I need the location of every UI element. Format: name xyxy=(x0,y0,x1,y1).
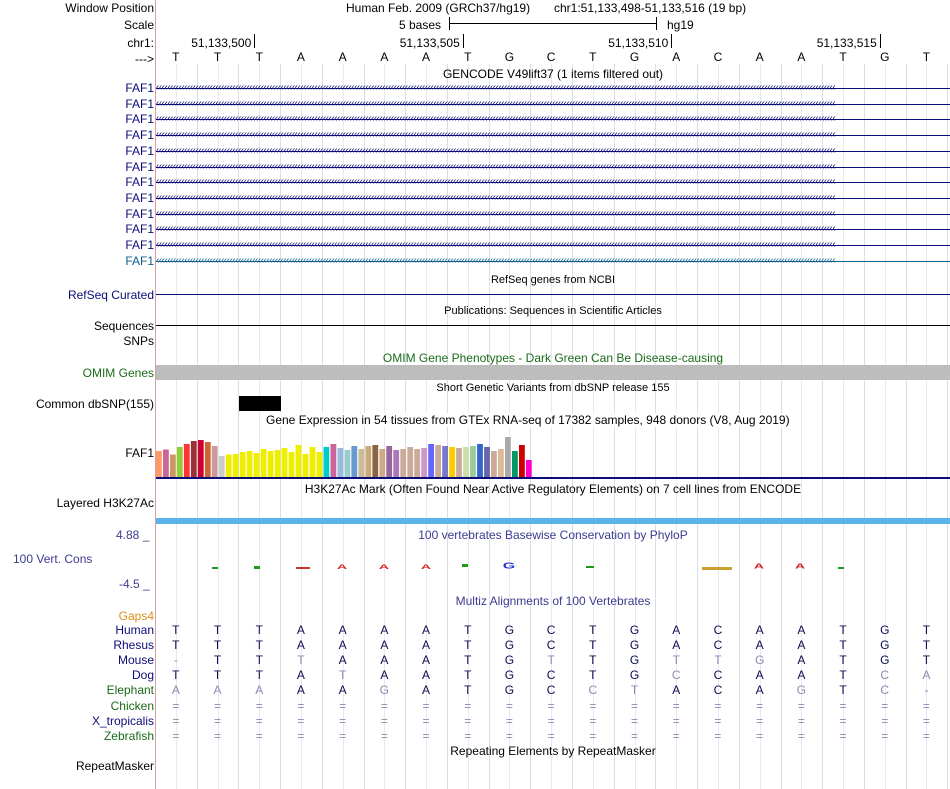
alignment-base: A xyxy=(296,668,305,683)
alignment-base: T xyxy=(172,623,180,637)
alignment-base: = xyxy=(631,728,639,743)
base-letter: G xyxy=(880,50,890,64)
alignment-base: A xyxy=(380,638,389,653)
base-letter: A xyxy=(338,50,347,64)
alignment-base: A xyxy=(422,638,431,653)
alignment-base: T xyxy=(464,668,472,683)
gencode-transcript-label[interactable]: FAF1 xyxy=(125,190,154,205)
alignment-base: = xyxy=(922,698,930,713)
gencode-transcript-label[interactable]: FAF1 xyxy=(125,222,154,237)
alignment-base: T xyxy=(839,623,847,637)
svg-text:A: A xyxy=(420,563,432,571)
gencode-transcript-label[interactable]: FAF1 xyxy=(125,112,154,127)
alignment-base: A xyxy=(380,668,389,683)
strand-arrows: ‹‹‹‹‹‹‹‹‹‹‹‹‹‹‹‹‹‹‹‹‹‹‹‹‹‹‹‹‹‹‹‹‹‹‹‹‹‹‹‹‹‹‹‹‹‹‹‹‹‹‹‹‹‹‹‹‹‹‹‹‹‹‹‹‹‹‹‹‹‹‹‹‹‹‹‹‹‹‹‹‹‹‹‹‹‹‹‹‹‹‹‹‹‹‹‹‹‹‹‹‹‹‹‹‹‹‹‹‹‹‹‹‹‹‹‹‹‹‹‹‹‹‹‹‹‹‹‹‹‹‹‹‹‹‹‹‹‹‹‹‹‹‹‹‹‹‹‹‹‹‹‹‹‹‹‹‹‹‹‹‹‹‹‹‹‹‹‹‹‹‹‹‹‹‹‹‹‹‹‹‹‹‹‹‹‹‹‹‹‹‹‹‹‹‹‹‹‹‹‹‹‹‹‹‹‹‹‹‹‹‹‹‹‹‹‹‹‹‹‹‹‹‹‹‹‹‹‹‹‹‹‹‹‹‹‹‹‹‹‹ xyxy=(156,113,836,125)
alignment-base: C xyxy=(546,668,556,683)
alignment-base: G xyxy=(880,638,890,653)
alignment-base: = xyxy=(339,713,347,728)
alignment-base: A xyxy=(296,638,305,653)
phylop-track-label[interactable]: 100 Vert. Cons xyxy=(13,552,93,566)
alignment-base: G xyxy=(796,683,807,698)
alignment-base: = xyxy=(881,713,889,728)
species-label[interactable]: Zebrafish xyxy=(103,728,154,743)
alignment-base: T xyxy=(547,653,555,668)
snps-label[interactable]: SNPs xyxy=(123,334,154,348)
species-label[interactable]: Elephant xyxy=(106,683,154,698)
alignment-base: = xyxy=(380,728,388,743)
alignment-base: C xyxy=(671,668,681,683)
species-label[interactable]: Chicken xyxy=(110,698,154,713)
alignment-base: = xyxy=(547,728,555,743)
base-letter: T xyxy=(172,50,180,64)
alignment-base: C xyxy=(546,623,556,637)
alignment-base: = xyxy=(214,728,222,743)
alignment-base: G xyxy=(754,653,765,668)
gencode-transcript-label[interactable]: FAF1 xyxy=(125,81,154,95)
alignment-base: A xyxy=(755,623,764,637)
alignment-base: A xyxy=(797,653,806,668)
gencode-transcript-label[interactable]: FAF1 xyxy=(125,175,154,190)
publications-track-label[interactable]: Sequences xyxy=(93,319,154,333)
coordinates-title: chr1:51,133,498-51,133,516 (19 bp) xyxy=(554,1,747,15)
alignment-base: = xyxy=(297,728,305,743)
alignment-base: C xyxy=(880,683,890,698)
alignment-base: = xyxy=(547,698,555,713)
base-letter: C xyxy=(713,50,723,64)
alignment-base: = xyxy=(797,728,805,743)
alignment-base: A xyxy=(797,623,806,637)
strand-arrows: ‹‹‹‹‹‹‹‹‹‹‹‹‹‹‹‹‹‹‹‹‹‹‹‹‹‹‹‹‹‹‹‹‹‹‹‹‹‹‹‹‹‹‹‹‹‹‹‹‹‹‹‹‹‹‹‹‹‹‹‹‹‹‹‹‹‹‹‹‹‹‹‹‹‹‹‹‹‹‹‹‹‹‹‹‹‹‹‹‹‹‹‹‹‹‹‹‹‹‹‹‹‹‹‹‹‹‹‹‹‹‹‹‹‹‹‹‹‹‹‹‹‹‹‹‹‹‹‹‹‹‹‹‹‹‹‹‹‹‹‹‹‹‹‹‹‹‹‹‹‹‹‹‹‹‹‹‹‹‹‹‹‹‹‹‹‹‹‹‹‹‹‹‹‹‹‹‹‹‹‹‹‹‹‹‹‹‹‹‹‹‹‹‹‹‹‹‹‹‹‹‹‹‹‹‹‹‹‹‹‹‹‹‹‹‹‹‹‹‹‹‹‹‹‹‹‹‹‹‹‹‹‹‹‹‹‹‹‹‹‹ xyxy=(156,160,836,172)
species-label[interactable]: Dog xyxy=(131,668,154,683)
alignment-base: = xyxy=(756,698,764,713)
base-letter: A xyxy=(296,50,305,64)
alignment-base: A xyxy=(255,683,264,698)
alignment-base: = xyxy=(422,728,430,743)
alignment-base: = xyxy=(714,728,722,743)
alignment-base: T xyxy=(714,653,722,668)
alignment-base: = xyxy=(881,698,889,713)
alignment-base: A xyxy=(797,668,806,683)
alignment-base: = xyxy=(714,698,722,713)
alignment-base: A xyxy=(672,638,681,653)
gtex-track-label[interactable]: FAF1 xyxy=(125,446,154,460)
alignment-base: T xyxy=(922,638,931,653)
alignment-base: T xyxy=(213,653,222,668)
gencode-transcript-label[interactable]: FAF1 xyxy=(125,128,154,143)
alignment-base: A xyxy=(672,683,681,698)
alignment-base: C xyxy=(546,638,556,653)
alignment-base: T xyxy=(464,683,472,698)
alignment-base: C xyxy=(546,683,556,698)
gencode-track-title: GENCODE V49lift37 (1 items filtered out) xyxy=(442,67,664,81)
scale-text: 5 bases xyxy=(399,18,442,32)
alignment-base: = xyxy=(714,713,722,728)
base-letter: A xyxy=(422,50,431,64)
phylop-max-label: 4.88 _ xyxy=(116,528,150,542)
multiz-track-title: Multiz Alignments of 100 Vertebrates xyxy=(455,594,651,608)
assembly-title: Human Feb. 2009 (GRCh37/hg19) xyxy=(346,1,531,15)
base-letter: G xyxy=(629,50,640,64)
h3k27ac-track-title: H3K27Ac Mark (Often Found Near Active Regulatory Elements) on 7 cell lines from ENCODE xyxy=(304,482,802,496)
alignment-base: T xyxy=(589,653,597,668)
svg-text:A: A xyxy=(753,562,765,571)
species-label[interactable]: Human xyxy=(115,623,154,637)
strand-arrows: ‹‹‹‹‹‹‹‹‹‹‹‹‹‹‹‹‹‹‹‹‹‹‹‹‹‹‹‹‹‹‹‹‹‹‹‹‹‹‹‹‹‹‹‹‹‹‹‹‹‹‹‹‹‹‹‹‹‹‹‹‹‹‹‹‹‹‹‹‹‹‹‹‹‹‹‹‹‹‹‹‹‹‹‹‹‹‹‹‹‹‹‹‹‹‹‹‹‹‹‹‹‹‹‹‹‹‹‹‹‹‹‹‹‹‹‹‹‹‹‹‹‹‹‹‹‹‹‹‹‹‹‹‹‹‹‹‹‹‹‹‹‹‹‹‹‹‹‹‹‹‹‹‹‹‹‹‹‹‹‹‹‹‹‹‹‹‹‹‹‹‹‹‹‹‹‹‹‹‹‹‹‹‹‹‹‹‹‹‹‹‹‹‹‹‹‹‹‹‹‹‹‹‹‹‹‹‹‹‹‹‹‹‹‹‹‹‹‹‹‹‹‹‹‹‹‹‹‹‹‹‹‹‹‹‹‹‹‹‹‹ xyxy=(156,191,836,203)
repeatmasker-track-label[interactable]: RepeatMasker xyxy=(75,759,154,773)
phylop-track-title: 100 vertebrates Basewise Conservation by PhyloP xyxy=(418,528,688,542)
alignment-base: T xyxy=(589,623,597,637)
alignment-base: T xyxy=(172,668,180,683)
window-position-label: Window Position xyxy=(65,1,154,15)
strand-arrows: ‹‹‹‹‹‹‹‹‹‹‹‹‹‹‹‹‹‹‹‹‹‹‹‹‹‹‹‹‹‹‹‹‹‹‹‹‹‹‹‹‹‹‹‹‹‹‹‹‹‹‹‹‹‹‹‹‹‹‹‹‹‹‹‹‹‹‹‹‹‹‹‹‹‹‹‹‹‹‹‹‹‹‹‹‹‹‹‹‹‹‹‹‹‹‹‹‹‹‹‹‹‹‹‹‹‹‹‹‹‹‹‹‹‹‹‹‹‹‹‹‹‹‹‹‹‹‹‹‹‹‹‹‹‹‹‹‹‹‹‹‹‹‹‹‹‹‹‹‹‹‹‹‹‹‹‹‹‹‹‹‹‹‹‹‹‹‹‹‹‹‹‹‹‹‹‹‹‹‹‹‹‹‹‹‹‹‹‹‹‹‹‹‹‹‹‹‹‹‹‹‹‹‹‹‹‹‹‹‹‹‹‹‹‹‹‹‹‹‹‹‹‹‹‹‹‹‹‹‹‹‹‹‹‹‹‹‹‹‹‹ xyxy=(156,176,836,188)
position-tick-label: 51,133,500 xyxy=(191,36,252,50)
alignment-base: = xyxy=(505,728,513,743)
gencode-transcript-label[interactable]: FAF1 xyxy=(125,159,154,174)
strand-arrows: ‹‹‹‹‹‹‹‹‹‹‹‹‹‹‹‹‹‹‹‹‹‹‹‹‹‹‹‹‹‹‹‹‹‹‹‹‹‹‹‹‹‹‹‹‹‹‹‹‹‹‹‹‹‹‹‹‹‹‹‹‹‹‹‹‹‹‹‹‹‹‹‹‹‹‹‹‹‹‹‹‹‹‹‹‹‹‹‹‹‹‹‹‹‹‹‹‹‹‹‹‹‹‹‹‹‹‹‹‹‹‹‹‹‹‹‹‹‹‹‹‹‹‹‹‹‹‹‹‹‹‹‹‹‹‹‹‹‹‹‹‹‹‹‹‹‹‹‹‹‹‹‹‹‹‹‹‹‹‹‹‹‹‹‹‹‹‹‹‹‹‹‹‹‹‹‹‹‹‹‹‹‹‹‹‹‹‹‹‹‹‹‹‹‹‹‹‹‹‹‹‹‹‹‹‹‹‹‹‹‹‹‹‹‹‹‹‹‹‹‹‹‹‹‹‹‹‹‹‹‹‹‹‹‹‹‹‹‹‹‹ xyxy=(156,254,836,266)
alignment-base: = xyxy=(631,698,639,713)
omim-track-label[interactable]: OMIM Genes xyxy=(82,366,154,380)
alignment-base: = xyxy=(797,713,805,728)
base-letter: T xyxy=(839,50,847,64)
h3k27ac-track-label[interactable]: Layered H3K27Ac xyxy=(56,496,154,510)
base-letter: T xyxy=(213,50,222,64)
alignment-base: = xyxy=(422,698,430,713)
alignment-base: = xyxy=(172,713,180,728)
alignment-base: T xyxy=(589,638,597,653)
alignment-base: T xyxy=(922,623,931,637)
alignment-base: A xyxy=(922,668,931,683)
alignment-base: C xyxy=(713,668,723,683)
alignment-base: A xyxy=(296,683,305,698)
alignment-base: = xyxy=(172,698,180,713)
alignment-base: = xyxy=(422,713,430,728)
alignment-base: A xyxy=(755,668,764,683)
alignment-base: T xyxy=(213,638,222,653)
alignment-base: T xyxy=(464,623,472,637)
alignment-base: T xyxy=(922,653,931,668)
alignment-base: G xyxy=(629,623,640,637)
alignment-base: = xyxy=(339,728,347,743)
alignment-base: A xyxy=(380,623,389,637)
alignment-base: A xyxy=(296,623,305,637)
alignment-base: = xyxy=(631,713,639,728)
strand-arrows: ‹‹‹‹‹‹‹‹‹‹‹‹‹‹‹‹‹‹‹‹‹‹‹‹‹‹‹‹‹‹‹‹‹‹‹‹‹‹‹‹‹‹‹‹‹‹‹‹‹‹‹‹‹‹‹‹‹‹‹‹‹‹‹‹‹‹‹‹‹‹‹‹‹‹‹‹‹‹‹‹‹‹‹‹‹‹‹‹‹‹‹‹‹‹‹‹‹‹‹‹‹‹‹‹‹‹‹‹‹‹‹‹‹‹‹‹‹‹‹‹‹‹‹‹‹‹‹‹‹‹‹‹‹‹‹‹‹‹‹‹‹‹‹‹‹‹‹‹‹‹‹‹‹‹‹‹‹‹‹‹‹‹‹‹‹‹‹‹‹‹‹‹‹‹‹‹‹‹‹‹‹‹‹‹‹‹‹‹‹‹‹‹‹‹‹‹‹‹‹‹‹‹‹‹‹‹‹‹‹‹‹‹‹‹‹‹‹‹‹‹‹‹‹‹‹‹‹‹‹‹‹‹‹‹‹‹‹‹‹‹ xyxy=(156,207,836,219)
alignment-base: T xyxy=(589,668,597,683)
alignment-base: A xyxy=(422,683,431,698)
position-tick-label: 51,133,515 xyxy=(816,36,877,50)
alignment-base: = xyxy=(255,728,263,743)
dbsnp-track-title: Short Genetic Variants from dbSNP release 155 xyxy=(436,382,670,394)
alignment-base: - xyxy=(173,653,178,668)
alignment-base: = xyxy=(547,713,555,728)
alignment-base: C xyxy=(880,668,890,683)
gaps-track-label[interactable]: Gaps4 xyxy=(118,609,154,623)
alignment-base: A xyxy=(338,623,347,637)
alignment-base: A xyxy=(171,683,180,698)
alignment-base: = xyxy=(756,713,764,728)
alignment-base: G xyxy=(504,638,515,653)
species-label[interactable]: Rhesus xyxy=(113,638,154,653)
alignment-base: = xyxy=(214,698,222,713)
alignment-base: T xyxy=(839,668,847,683)
alignment-base: A xyxy=(755,683,764,698)
alignment-base: A xyxy=(422,668,431,683)
strand-arrows: ‹‹‹‹‹‹‹‹‹‹‹‹‹‹‹‹‹‹‹‹‹‹‹‹‹‹‹‹‹‹‹‹‹‹‹‹‹‹‹‹‹‹‹‹‹‹‹‹‹‹‹‹‹‹‹‹‹‹‹‹‹‹‹‹‹‹‹‹‹‹‹‹‹‹‹‹‹‹‹‹‹‹‹‹‹‹‹‹‹‹‹‹‹‹‹‹‹‹‹‹‹‹‹‹‹‹‹‹‹‹‹‹‹‹‹‹‹‹‹‹‹‹‹‹‹‹‹‹‹‹‹‹‹‹‹‹‹‹‹‹‹‹‹‹‹‹‹‹‹‹‹‹‹‹‹‹‹‹‹‹‹‹‹‹‹‹‹‹‹‹‹‹‹‹‹‹‹‹‹‹‹‹‹‹‹‹‹‹‹‹‹‹‹‹‹‹‹‹‹‹‹‹‹‹‹‹‹‹‹‹‹‹‹‹‹‹‹‹‹‹‹‹‹‹‹‹‹‹‹‹‹‹‹‹‹‹‹‹‹‹ xyxy=(156,144,836,156)
alignment-base: = xyxy=(380,713,388,728)
alignment-base: = xyxy=(922,713,930,728)
refseq-track-title: RefSeq genes from NCBI xyxy=(490,274,616,286)
alignment-base: = xyxy=(839,728,847,743)
alignment-base: G xyxy=(629,638,640,653)
scale-db: hg19 xyxy=(667,18,694,32)
base-letter: A xyxy=(755,50,764,64)
alignment-base: T xyxy=(464,638,472,653)
alignment-base: = xyxy=(756,728,764,743)
svg-text:A: A xyxy=(794,562,806,571)
alignment-base: = xyxy=(172,728,180,743)
alignment-base: A xyxy=(672,623,681,637)
alignment-base: = xyxy=(297,713,305,728)
alignment-base: = xyxy=(589,698,597,713)
dbsnp-track-label[interactable]: Common dbSNP(155) xyxy=(35,397,154,411)
alignment-base: = xyxy=(255,698,263,713)
alignment-base: = xyxy=(672,713,680,728)
alignment-base: T xyxy=(839,653,847,668)
alignment-base: C xyxy=(713,623,723,637)
alignment-base: = xyxy=(464,713,472,728)
alignment-base: T xyxy=(255,653,263,668)
alignment-base: = xyxy=(255,713,263,728)
alignment-base: T xyxy=(839,683,847,698)
alignment-base: = xyxy=(672,698,680,713)
gtex-track-title: Gene Expression in 54 tissues from GTEx RNA-seq of 17382 samples, 948 donors (V8, Aug 2019) xyxy=(266,413,790,427)
alignment-base: = xyxy=(464,698,472,713)
omim-track-title: OMIM Gene Phenotypes - Dark Green Can Be Disease-causing xyxy=(382,351,724,365)
alignment-base: G xyxy=(880,623,890,637)
base-letter: T xyxy=(589,50,597,64)
base-letter: C xyxy=(546,50,556,64)
publications-track-title: Publications: Sequences in Scientific Articles xyxy=(444,305,662,317)
alignment-base: T xyxy=(213,623,222,637)
scale-label: Scale xyxy=(123,18,154,32)
alignment-base: = xyxy=(839,698,847,713)
gencode-transcript-label[interactable]: FAF1 xyxy=(125,96,154,111)
strand-arrows: ‹‹‹‹‹‹‹‹‹‹‹‹‹‹‹‹‹‹‹‹‹‹‹‹‹‹‹‹‹‹‹‹‹‹‹‹‹‹‹‹‹‹‹‹‹‹‹‹‹‹‹‹‹‹‹‹‹‹‹‹‹‹‹‹‹‹‹‹‹‹‹‹‹‹‹‹‹‹‹‹‹‹‹‹‹‹‹‹‹‹‹‹‹‹‹‹‹‹‹‹‹‹‹‹‹‹‹‹‹‹‹‹‹‹‹‹‹‹‹‹‹‹‹‹‹‹‹‹‹‹‹‹‹‹‹‹‹‹‹‹‹‹‹‹‹‹‹‹‹‹‹‹‹‹‹‹‹‹‹‹‹‹‹‹‹‹‹‹‹‹‹‹‹‹‹‹‹‹‹‹‹‹‹‹‹‹‹‹‹‹‹‹‹‹‹‹‹‹‹‹‹‹‹‹‹‹‹‹‹‹‹‹‹‹‹‹‹‹‹‹‹‹‹‹‹‹‹‹‹‹‹‹‹‹‹‹‹‹‹‹ xyxy=(156,82,836,93)
alignment-base: = xyxy=(881,728,889,743)
alignment-base: = xyxy=(339,698,347,713)
alignment-base: = xyxy=(922,728,930,743)
svg-text:G: G xyxy=(502,561,516,571)
alignment-base: T xyxy=(839,638,847,653)
alignment-base: C xyxy=(713,638,723,653)
base-letter: A xyxy=(797,50,806,64)
strand-arrows: ‹‹‹‹‹‹‹‹‹‹‹‹‹‹‹‹‹‹‹‹‹‹‹‹‹‹‹‹‹‹‹‹‹‹‹‹‹‹‹‹‹‹‹‹‹‹‹‹‹‹‹‹‹‹‹‹‹‹‹‹‹‹‹‹‹‹‹‹‹‹‹‹‹‹‹‹‹‹‹‹‹‹‹‹‹‹‹‹‹‹‹‹‹‹‹‹‹‹‹‹‹‹‹‹‹‹‹‹‹‹‹‹‹‹‹‹‹‹‹‹‹‹‹‹‹‹‹‹‹‹‹‹‹‹‹‹‹‹‹‹‹‹‹‹‹‹‹‹‹‹‹‹‹‹‹‹‹‹‹‹‹‹‹‹‹‹‹‹‹‹‹‹‹‹‹‹‹‹‹‹‹‹‹‹‹‹‹‹‹‹‹‹‹‹‹‹‹‹‹‹‹‹‹‹‹‹‹‹‹‹‹‹‹‹‹‹‹‹‹‹‹‹‹‹‹‹‹‹‹‹‹‹‹‹‹‹‹‹‹‹ xyxy=(156,223,836,235)
svg-text:A: A xyxy=(336,563,348,571)
alignment-base: C xyxy=(713,683,723,698)
base-letter: A xyxy=(672,50,681,64)
alignment-base: T xyxy=(672,653,680,668)
alignment-base: T xyxy=(338,668,347,683)
gencode-transcript-label[interactable]: FAF1 xyxy=(125,253,154,268)
alignment-base: = xyxy=(589,713,597,728)
alignment-base: T xyxy=(255,638,263,653)
svg-text:A: A xyxy=(378,563,390,571)
alignment-base: G xyxy=(880,653,890,668)
base-letter: T xyxy=(464,50,472,64)
alignment-base: A xyxy=(338,683,347,698)
gencode-transcript-label[interactable]: FAF1 xyxy=(125,143,154,158)
refseq-track-label[interactable]: RefSeq Curated xyxy=(67,288,154,302)
gencode-transcript-label[interactable]: FAF1 xyxy=(125,238,154,252)
alignment-base: G xyxy=(504,683,515,698)
alignment-base: A xyxy=(338,638,347,653)
alignment-base: G xyxy=(629,653,640,668)
phylop-min-label: -4.5 _ xyxy=(119,577,150,591)
position-tick-label: 51,133,505 xyxy=(399,36,460,50)
alignment-base: A xyxy=(422,623,431,637)
alignment-base: = xyxy=(380,698,388,713)
base-letter: T xyxy=(922,50,931,64)
alignment-base: T xyxy=(630,683,639,698)
alignment-base: A xyxy=(213,683,222,698)
alignment-base: = xyxy=(214,713,222,728)
alignment-base: A xyxy=(797,638,806,653)
alignment-base: G xyxy=(379,683,390,698)
base-letter: T xyxy=(255,50,263,64)
strand-arrows: ‹‹‹‹‹‹‹‹‹‹‹‹‹‹‹‹‹‹‹‹‹‹‹‹‹‹‹‹‹‹‹‹‹‹‹‹‹‹‹‹‹‹‹‹‹‹‹‹‹‹‹‹‹‹‹‹‹‹‹‹‹‹‹‹‹‹‹‹‹‹‹‹‹‹‹‹‹‹‹‹‹‹‹‹‹‹‹‹‹‹‹‹‹‹‹‹‹‹‹‹‹‹‹‹‹‹‹‹‹‹‹‹‹‹‹‹‹‹‹‹‹‹‹‹‹‹‹‹‹‹‹‹‹‹‹‹‹‹‹‹‹‹‹‹‹‹‹‹‹‹‹‹‹‹‹‹‹‹‹‹‹‹‹‹‹‹‹‹‹‹‹‹‹‹‹‹‹‹‹‹‹‹‹‹‹‹‹‹‹‹‹‹‹‹‹‹‹‹‹‹‹‹‹‹‹‹‹‹‹‹‹‹‹‹‹‹‹‹‹‹‹‹‹‹‹‹‹‹‹‹‹‹‹‹‹‹‹‹‹‹ xyxy=(156,239,836,250)
alignment-base: = xyxy=(589,728,597,743)
alignment-base: = xyxy=(797,698,805,713)
alignment-base: = xyxy=(297,698,305,713)
alignment-base: A xyxy=(338,653,347,668)
strand-label: ---> xyxy=(135,52,154,66)
alignment-base: T xyxy=(255,623,263,637)
alignment-base: A xyxy=(422,653,431,668)
species-label[interactable]: X_tropicalis xyxy=(91,713,154,728)
gencode-transcript-label[interactable]: FAF1 xyxy=(125,206,154,221)
alignment-base: = xyxy=(839,713,847,728)
alignment-base: A xyxy=(380,653,389,668)
species-label[interactable]: Mouse xyxy=(117,653,154,668)
alignment-base: T xyxy=(213,668,222,683)
alignment-base: = xyxy=(505,698,513,713)
alignment-base: T xyxy=(464,653,472,668)
strand-arrows: ‹‹‹‹‹‹‹‹‹‹‹‹‹‹‹‹‹‹‹‹‹‹‹‹‹‹‹‹‹‹‹‹‹‹‹‹‹‹‹‹‹‹‹‹‹‹‹‹‹‹‹‹‹‹‹‹‹‹‹‹‹‹‹‹‹‹‹‹‹‹‹‹‹‹‹‹‹‹‹‹‹‹‹‹‹‹‹‹‹‹‹‹‹‹‹‹‹‹‹‹‹‹‹‹‹‹‹‹‹‹‹‹‹‹‹‹‹‹‹‹‹‹‹‹‹‹‹‹‹‹‹‹‹‹‹‹‹‹‹‹‹‹‹‹‹‹‹‹‹‹‹‹‹‹‹‹‹‹‹‹‹‹‹‹‹‹‹‹‹‹‹‹‹‹‹‹‹‹‹‹‹‹‹‹‹‹‹‹‹‹‹‹‹‹‹‹‹‹‹‹‹‹‹‹‹‹‹‹‹‹‹‹‹‹‹‹‹‹‹‹‹‹‹‹‹‹‹‹‹‹‹‹‹‹‹‹‹‹‹‹ xyxy=(156,129,836,141)
alignment-base: T xyxy=(255,668,263,683)
strand-arrows: ‹‹‹‹‹‹‹‹‹‹‹‹‹‹‹‹‹‹‹‹‹‹‹‹‹‹‹‹‹‹‹‹‹‹‹‹‹‹‹‹‹‹‹‹‹‹‹‹‹‹‹‹‹‹‹‹‹‹‹‹‹‹‹‹‹‹‹‹‹‹‹‹‹‹‹‹‹‹‹‹‹‹‹‹‹‹‹‹‹‹‹‹‹‹‹‹‹‹‹‹‹‹‹‹‹‹‹‹‹‹‹‹‹‹‹‹‹‹‹‹‹‹‹‹‹‹‹‹‹‹‹‹‹‹‹‹‹‹‹‹‹‹‹‹‹‹‹‹‹‹‹‹‹‹‹‹‹‹‹‹‹‹‹‹‹‹‹‹‹‹‹‹‹‹‹‹‹‹‹‹‹‹‹‹‹‹‹‹‹‹‹‹‹‹‹‹‹‹‹‹‹‹‹‹‹‹‹‹‹‹‹‹‹‹‹‹‹‹‹‹‹‹‹‹‹‹‹‹‹‹‹‹‹‹‹‹‹‹‹‹ xyxy=(156,97,836,109)
alignment-base: G xyxy=(504,653,515,668)
repeatmasker-track-title: Repeating Elements by RepeatMasker xyxy=(450,744,656,758)
alignment-base: - xyxy=(924,683,929,698)
alignment-base: = xyxy=(672,728,680,743)
alignment-base: = xyxy=(464,728,472,743)
alignment-base: G xyxy=(504,668,515,683)
base-letter: G xyxy=(504,50,515,64)
alignment-base: G xyxy=(629,668,640,683)
alignment-base: T xyxy=(172,638,180,653)
alignment-base: T xyxy=(297,653,305,668)
alignment-base: C xyxy=(588,683,598,698)
alignment-base: G xyxy=(504,623,515,637)
alignment-base: A xyxy=(755,638,764,653)
base-letter: A xyxy=(380,50,389,64)
position-tick-label: 51,133,510 xyxy=(608,36,669,50)
chrom-label: chr1: xyxy=(127,36,154,50)
alignment-base: = xyxy=(505,713,513,728)
